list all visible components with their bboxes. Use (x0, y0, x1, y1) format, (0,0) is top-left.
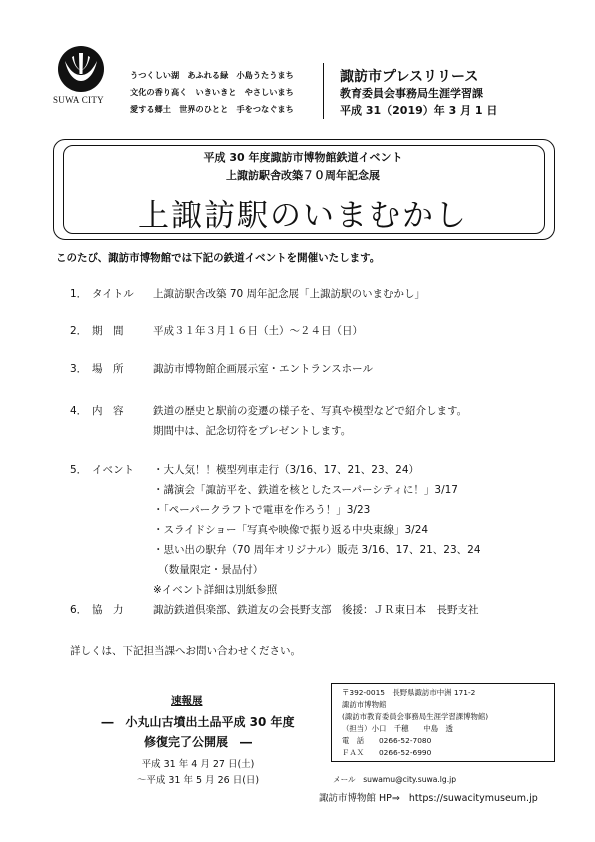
heading-subtitle: 上諏訪駅舎改築７０周年記念展 (226, 169, 380, 182)
homepage-label: 諏訪市博物館 HP⇒ (319, 793, 400, 804)
intro-text: このたび、諏訪市博物館では下記の鉄道イベントを開催いたします。 (56, 252, 381, 264)
inquiry-text: 詳しくは、下記担当課へお問い合わせください。 (70, 645, 301, 657)
contact-address: 〒392-0015 長野県諏訪市中洲 171-2 (342, 688, 476, 697)
slogan-line: うつくしい湖 あふれる緑 小島うたうまち (130, 70, 294, 80)
item-text: 期間中は、記念切符をプレゼントします。 (153, 425, 352, 437)
item-text: 上諏訪駅舎改築 70 周年記念展「上諏訪駅のいまむかし」 (153, 288, 426, 300)
item-number: 6． (70, 604, 88, 616)
item-label-place: 場 所 (92, 363, 124, 375)
item-number: 1． (70, 288, 88, 300)
contact-museum: 諏訪市博物館 (342, 700, 387, 709)
event-list-item: （数量限定・景品付） (153, 564, 264, 576)
item-label-title: タイトル (92, 288, 134, 300)
event-list-item: ・大人気！！模型列車走行（3/16、17、21、23、24） (153, 464, 420, 476)
item-text: 平成３１年３月１６日（土）～２４日（日） (153, 325, 363, 337)
item-number: 2． (70, 325, 88, 337)
slogan-line: 文化の香り高く いきいきと やさしいまち (130, 87, 294, 97)
press-date: 平成 31（2019）年 3 月 1 日 (340, 104, 498, 117)
suwa-city-logo-icon (56, 44, 106, 94)
item-text: 諏訪市博物館企画展示室・エントランスホール (153, 363, 373, 375)
item-number: 3． (70, 363, 88, 375)
contact-email: メール suwamu@city.suwa.lg.jp (333, 775, 457, 784)
bulletin-tag: 速報展 (171, 695, 203, 707)
bulletin-title-line2: 修復完了公開展 ― (143, 735, 252, 749)
contact-person: （担当）小口 千穂 中島 透 (342, 724, 453, 733)
item-text: 鉄道の歴史と駅前の変遷の様子を、写真や模型などで紹介します。 (153, 405, 468, 417)
item-text: 諏訪鉄道倶楽部、鉄道友の会長野支部 後援：ＪＲ東日本 長野支社 (153, 604, 479, 616)
item-label-period: 期 間 (92, 325, 124, 337)
heading-event-line: 平成 30 年度諏訪市博物館鉄道イベント (203, 151, 403, 164)
header-divider (323, 63, 324, 119)
event-list-item: ・思い出の駅弁（70 周年オリジナル）販売 3/16、17、21、23、24 (153, 544, 481, 556)
museum-homepage (319, 790, 538, 804)
event-list-item: ・講演会「諏訪平を、鉄道を核としたスーパーシティに！」3/17 (153, 484, 458, 496)
bulletin-title-line1: ― 小丸山古墳出土品平成 30 年度 (101, 715, 295, 729)
heading-main-title: 上諏訪駅のいまむかし (138, 198, 468, 234)
item-label-cooperation: 協 力 (92, 604, 124, 616)
event-list-item: ・「ペーパークラフトで電車を作ろう！」3/23 (153, 504, 371, 516)
event-note: ※イベント詳細は別紙参照 (153, 584, 278, 596)
press-release-title: 諏訪市プレスリリース (340, 69, 479, 85)
contact-department: (諏訪市教育委員会事務局生涯学習課博物館) (342, 712, 489, 721)
slogan-line: 愛する郷土 世界のひとと 手をつなぐまち (130, 104, 294, 114)
item-number: 5． (70, 464, 88, 476)
bulletin-date-start: 平成 31 年 4 月 27 日(土) (141, 759, 255, 770)
press-department: 教育委員会事務局生涯学習課 (340, 87, 483, 100)
item-label-content: 内 容 (92, 405, 124, 417)
event-list-item: ・スライドショー「写真や映像で振り返る中央東線」3/24 (153, 524, 429, 536)
bulletin-date-end: ～平成 31 年 5 月 26 日(日) (136, 775, 260, 786)
item-number: 4． (70, 405, 88, 417)
contact-phone: 電 話 0266-52-7080 (342, 736, 432, 745)
logo-text: SUWA CITY (53, 95, 104, 105)
homepage-link[interactable]: https://suwacitymuseum.jp (408, 793, 538, 804)
item-label-events: イベント (92, 464, 134, 476)
contact-fax: ＦＡＸ 0266-52-6990 (342, 748, 432, 757)
